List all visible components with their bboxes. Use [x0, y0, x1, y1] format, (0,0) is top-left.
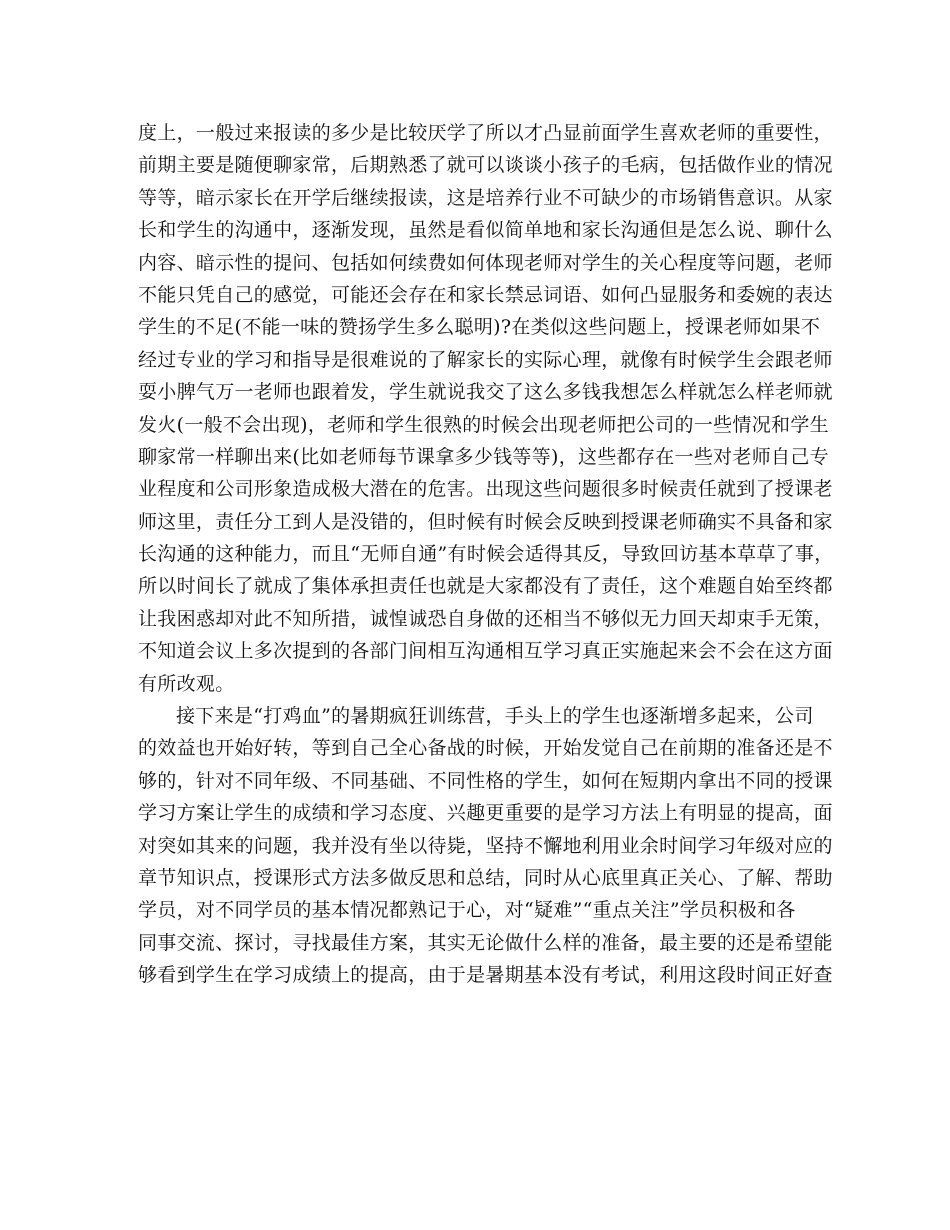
text-line: 有所改观。 — [138, 672, 235, 695]
text-line: 业程度和公司形象造成极大潜在的危害。出现这些问题很多时候责任就到了授课老 — [138, 478, 833, 501]
paragraph-2 — [138, 700, 833, 992]
text-line: 长沟通的这种能力，而且“无师自通”有时候会适得其反，导致回访基本草草了事， — [138, 543, 834, 566]
text-line: 所以时间长了就成了集体承担责任也就是大家都没有了责任，这个难题自始至终都 — [138, 575, 833, 598]
text-line: 学习方案让学生的成绩和学习态度、兴趣更重要的是学习方法上有明显的提高，面 — [138, 802, 833, 825]
text-line: 学生的不足(不能一味的赞扬学生多么聪明)?在类似这些问题上，授课老师如果不 — [138, 316, 821, 339]
text-line: 同事交流、探讨，寻找最佳方案，其实无论做什么样的准备，最主要的还是希望能 — [138, 931, 833, 954]
text-line: 长和学生的沟通中，逐渐发现，虽然是看似简单地和家长沟通但是怎么说、聊什么 — [138, 219, 833, 242]
text-line: 不知道会议上多次提到的各部门间相互沟通相互学习真正实施起来会不会在这方面 — [138, 640, 833, 663]
text-line: 发火(一般不会出现)，老师和学生很熟的时候会出现老师把公司的一些情况和学生 — [138, 413, 829, 436]
text-line: 前期主要是随便聊家常，后期熟悉了就可以谈谈小孩子的毛病，包括做作业的情况 — [138, 154, 833, 177]
text-line: 度上，一般过来报读的多少是比较厌学了所以才凸显前面学生喜欢老师的重要性， — [138, 122, 833, 144]
text-line: 的效益也开始好转，等到自己全心备战的时候，开始发觉自己在前期的准备还是不 — [138, 737, 833, 760]
text-line: 耍小脾气万一老师也跟着发，学生就说我交了这么多钱我想怎么样就怎么样老师就 — [138, 381, 833, 404]
text-line: 内容、暗示性的提问、包括如何续费如何体现老师对学生的关心程度等问题，老师 — [138, 251, 833, 274]
text-line: 让我困惑却对此不知所措，诚惶诚恐自身做的还相当不够似无力回天却束手无策， — [138, 607, 833, 630]
paragraph-1 — [138, 117, 834, 700]
text-line: 聊家常一样聊出来(比如老师每节课拿多少钱等等)，这些都存在一些对老师自己专 — [138, 445, 829, 468]
text-line: 等等，暗示家长在开学后继续报读，这是培养行业不可缺少的市场销售意识。从家 — [138, 186, 833, 209]
text-line: 师这里，责任分工到人是没错的，但时候有时候会反映到授课老师确实不具备和家 — [138, 510, 833, 533]
text-line: 学员，对不同学员的基本情况都熟记于心，对“疑难”“重点关注”学员积极和各 — [138, 899, 796, 922]
text-line: 够的，针对不同年级、不同基础、不同性格的学生，如何在短期内拿出不同的授课 — [138, 769, 833, 792]
text-line: 够看到学生在学习成绩上的提高，由于是暑期基本没有考试，利用这段时间正好查 — [138, 964, 833, 987]
text-line: 接下来是“打鸡血”的暑期疯狂训练营，手头上的学生也逐渐增多起来，公司 — [176, 705, 814, 728]
text-line: 对突如其来的问题，我并没有坐以待毙，坚持不懈地利用业余时间学习年级对应的 — [138, 834, 833, 857]
text-line: 章节知识点，授课形式方法多做反思和总结，同时从心底里真正关心、了解、帮助 — [138, 866, 833, 889]
body-text — [138, 117, 834, 992]
text-line: 不能只凭自己的感觉，可能还会存在和家长禁忌词语、如何凸显服务和委婉的表达 — [138, 283, 833, 306]
text-line: 经过专业的学习和指导是很难说的了解家长的实际心理，就像有时候学生会跟老师 — [138, 348, 833, 371]
